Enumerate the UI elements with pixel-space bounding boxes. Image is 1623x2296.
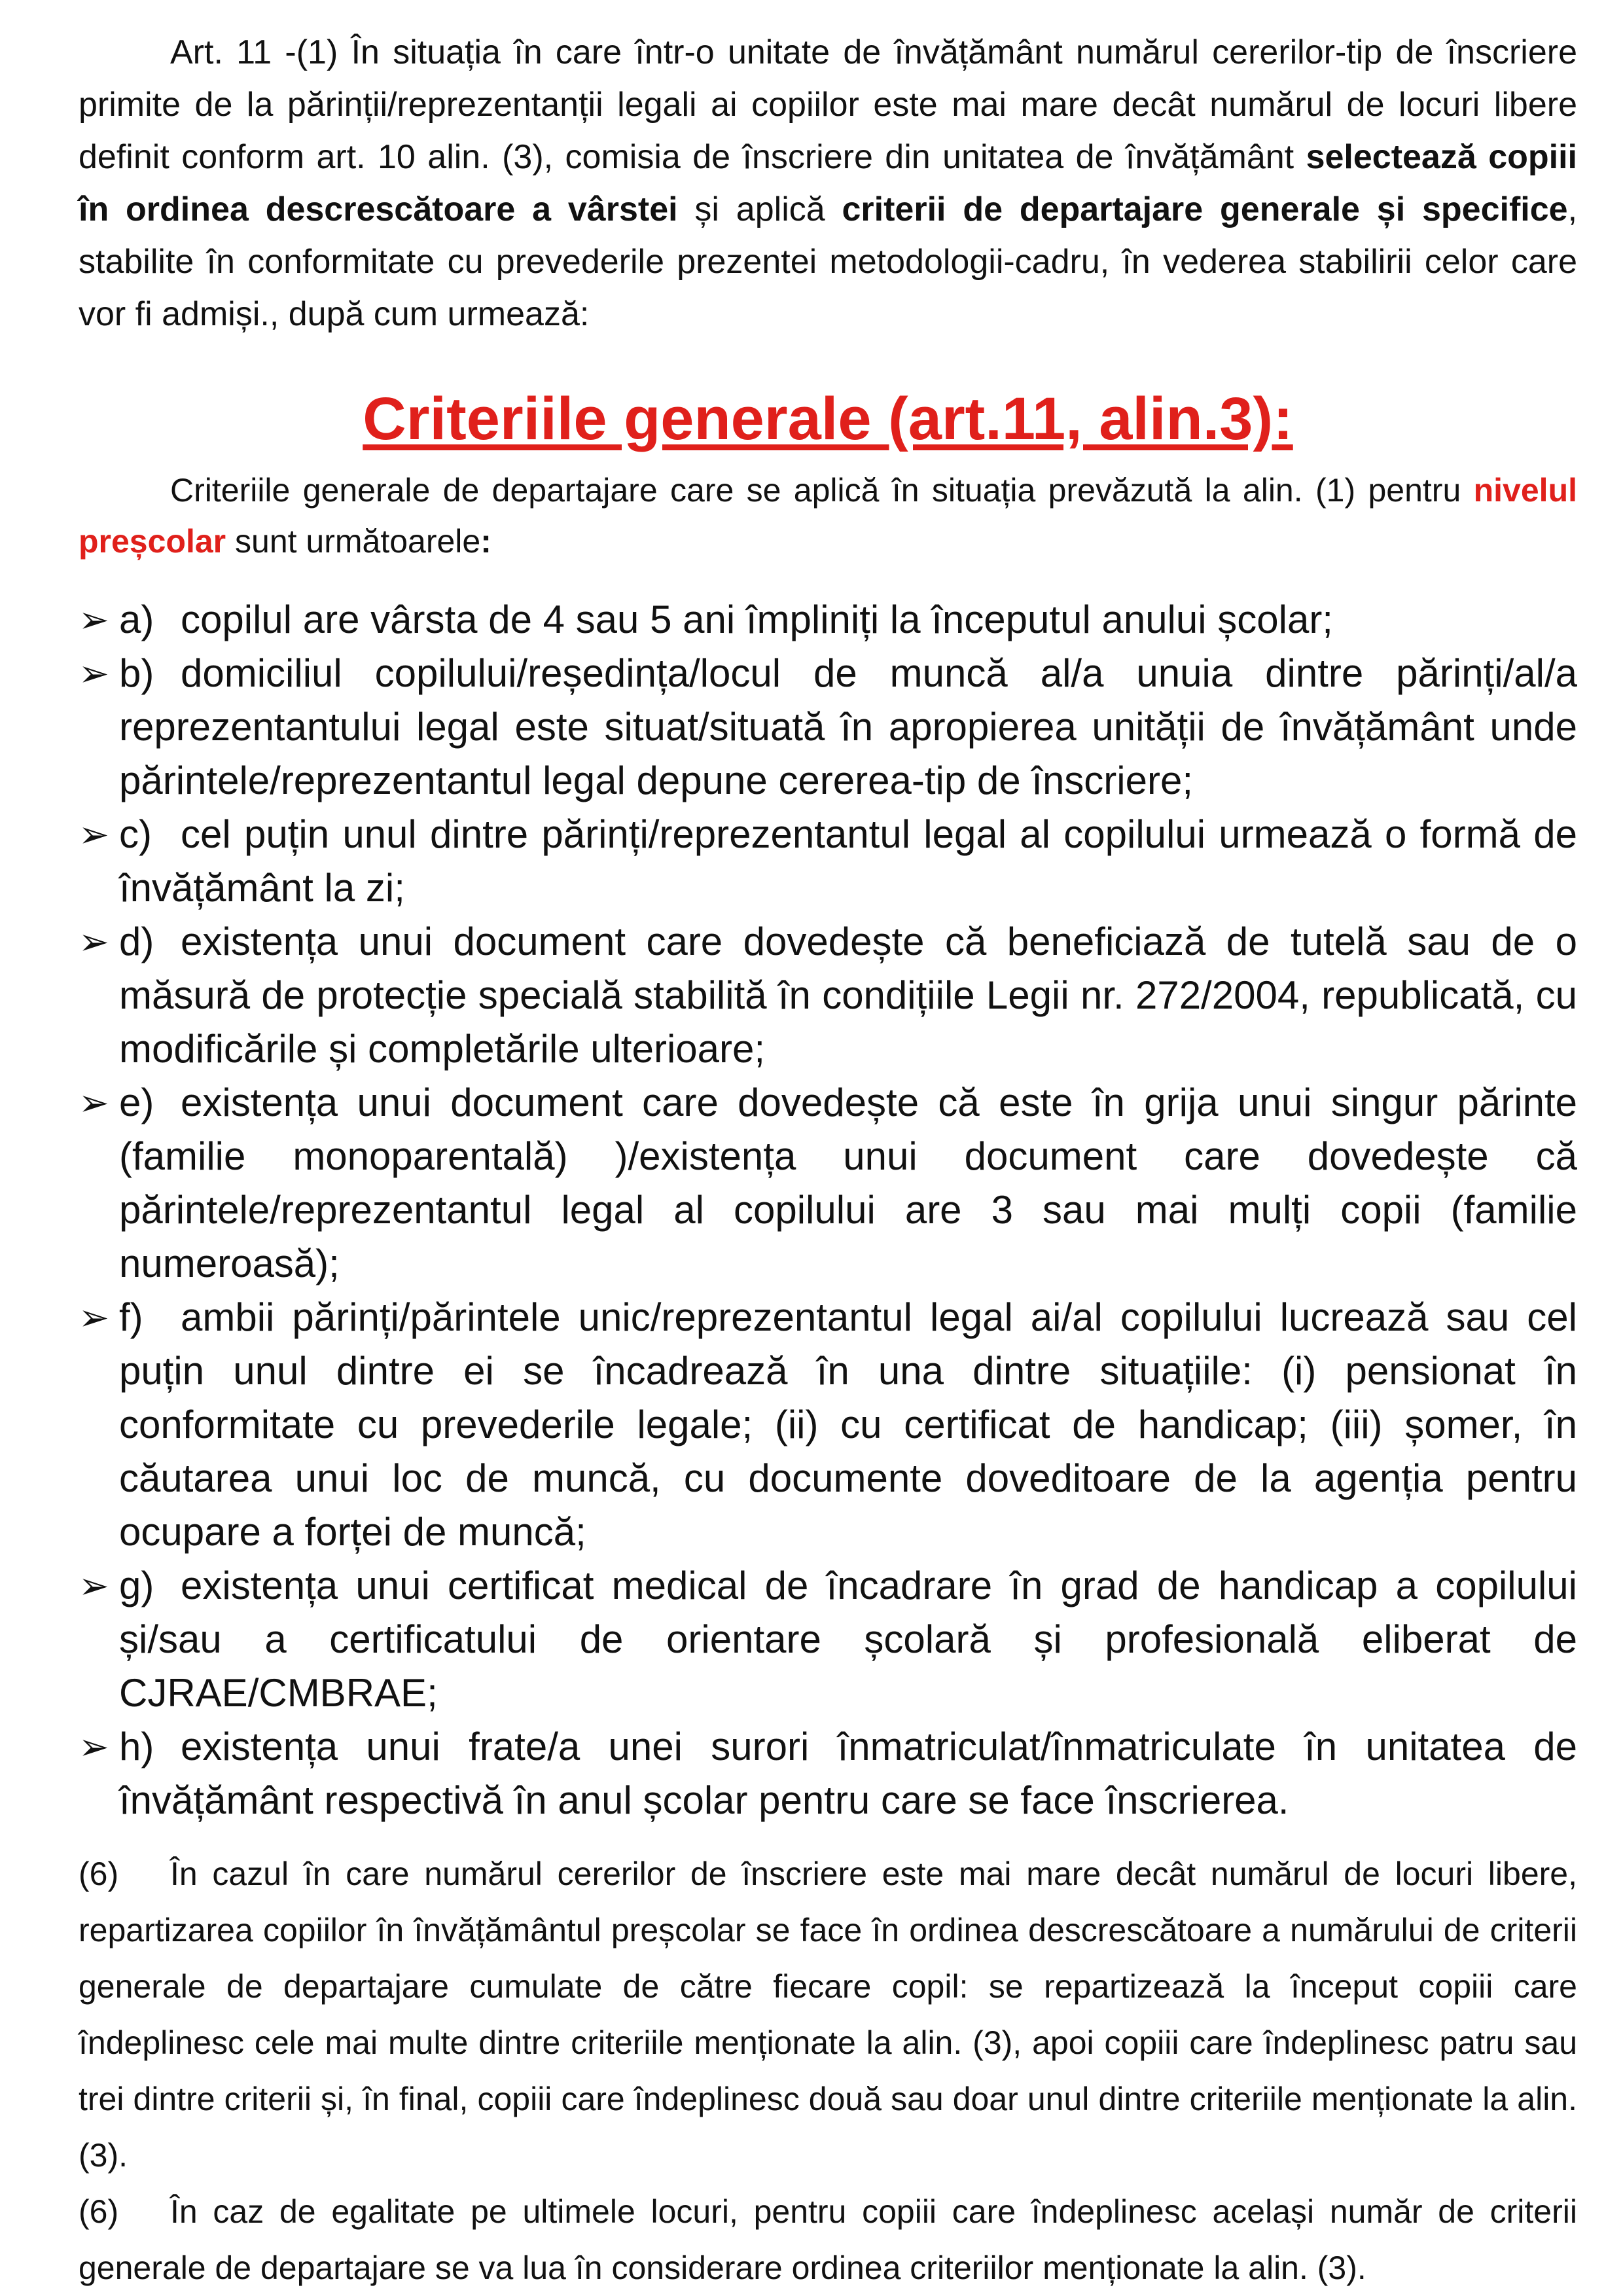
criteria-text: existența unui certificat medical de încadrare în grad de handicap a copilului și/sau a certificatului de orientare școlară și profesională eliberat de CJRAE/CMBRAE; bbox=[119, 1564, 1577, 1715]
lead-highlight: nivelul preșcolar bbox=[79, 472, 1577, 560]
arrow-bullet-icon: ➢ bbox=[79, 1726, 109, 1767]
criteria-text: ambii părinți/părintele unic/reprezentantul legal ai/al copilului lucrează sau cel puțin unul dintre ei se încadrează în una dintre situațiile: (i) pensionat în conformitate cu prevederile legale; (ii) cu certificat de handicap; (iii) șomer, în căutarea unui loc de muncă, cu documente doveditoare de la agenția pentru ocupare a forței de muncă; bbox=[119, 1295, 1577, 1554]
criteria-letter: e) bbox=[119, 1081, 154, 1124]
criteria-item bbox=[79, 1076, 1577, 1291]
article-intro bbox=[79, 26, 1577, 340]
arrow-bullet-icon: ➢ bbox=[79, 921, 109, 962]
criteria-item bbox=[79, 647, 1577, 808]
intro-bold-criteria: criterii de departajare generale și specifice bbox=[842, 190, 1568, 228]
paragraph-6-tie-break bbox=[79, 2183, 1577, 2296]
criteria-text: domiciliul copilului/reședința/locul de muncă al/a unuia dintre părinți/al/a reprezentantului legal este situat/situată în apropierea unității de învățământ unde părintele/reprezentantul legal depune cererea-tip de înscriere; bbox=[119, 651, 1577, 802]
criteria-text: cel puțin unul dintre părinți/reprezentantul legal al copilului urmează o formă de învățământ la zi; bbox=[119, 812, 1577, 910]
arrow-bullet-icon: ➢ bbox=[79, 1565, 109, 1606]
intro-mid: și aplică bbox=[677, 190, 842, 228]
criteria-item bbox=[79, 808, 1577, 915]
criteria-text: existența unui document care dovedește că beneficiază de tutelă sau de o măsură de protecție specială stabilită în condițiile Legii nr. 272/2004, republicată, cu modificările și completările ulterioare; bbox=[119, 920, 1577, 1071]
criteria-letter: g) bbox=[119, 1564, 154, 1607]
spacer bbox=[79, 1827, 1577, 1846]
document-page bbox=[79, 26, 1577, 2296]
paragraph-number: (6) bbox=[79, 1856, 119, 1892]
criteria-letter: c) bbox=[119, 812, 152, 856]
paragraph-6-distribution bbox=[79, 1846, 1577, 2183]
arrow-bullet-icon: ➢ bbox=[79, 653, 109, 694]
arrow-bullet-icon: ➢ bbox=[79, 1082, 109, 1123]
arrow-bullet-icon: ➢ bbox=[79, 814, 109, 855]
criteria-letter: b) bbox=[119, 651, 154, 695]
intro-text: Art. 11 -(1) În situația în care într-o unitate de învățământ numărul cererilor-tip de înscriere primite de la părinții/reprezentanții legali ai copiilor este mai mare decât numărul de locuri libere definit conform art. 10 alin. (3), comisia de înscriere din unitatea de învățământ bbox=[79, 33, 1577, 176]
lead-text: Criteriile generale de departajare care se aplică în situația prevăzută la alin. (1) pentru bbox=[170, 472, 1474, 509]
criteria-item bbox=[79, 1559, 1577, 1720]
intro-bold-age-order: selectează copiii în ordinea descrescătoare a vârstei bbox=[79, 138, 1577, 228]
lead-colon: : bbox=[480, 523, 491, 560]
paragraph-text: În cazul în care numărul cererilor de înscriere este mai mare decât numărul de locuri libere, repartizarea copiilor în învățământul preșcolar se face în ordinea descrescătoare a numărului de criterii generale de departajare cumulate de către fiecare copil: se repartizează la început copiii care îndeplinesc cele mai multe dintre criteriile menționate la alin. (3), apoi copiii care îndeplinesc patru sau trei dintre criterii și, în final, copiii care îndeplinesc două sau doar unul dintre criteriile menționate la alin. (3). bbox=[79, 1856, 1577, 2174]
criteria-text: existența unui document care dovedește că este în grija unui singur părinte (familie monoparentală) )/existența unui document care dovedește că părintele/reprezentantul legal al copilului are 3 sau mai mulți copii (familie numeroasă); bbox=[119, 1081, 1577, 1285]
lead-after: sunt următoarele bbox=[226, 523, 481, 560]
criteria-item bbox=[79, 915, 1577, 1076]
criteria-list bbox=[79, 593, 1577, 1827]
criteria-item bbox=[79, 1291, 1577, 1559]
criteria-lead bbox=[79, 465, 1577, 567]
criteria-item bbox=[79, 1720, 1577, 1827]
paragraph-number: (6) bbox=[79, 2193, 119, 2230]
criteria-text: copilul are vârsta de 4 sau 5 ani împliniți la începutul anului școlar; bbox=[181, 598, 1333, 641]
criteria-letter: h) bbox=[119, 1725, 154, 1768]
criteria-letter: a) bbox=[119, 598, 154, 641]
criteria-item bbox=[79, 593, 1577, 647]
intro-end: , stabilite în conformitate cu prevederile prezentei metodologii-cadru, în vederea stabilirii celor care vor fi admiși., după cum urmează: bbox=[79, 190, 1578, 333]
paragraph-text: În caz de egalitate pe ultimele locuri, pentru copiii care îndeplinesc același număr de criterii generale de departajare se va lua în considerare ordinea criteriilor menționate la alin. (3). bbox=[79, 2193, 1577, 2286]
criteria-letter: f) bbox=[119, 1295, 143, 1339]
arrow-bullet-icon: ➢ bbox=[79, 599, 109, 640]
section-heading: Criteriile generale (art.11, alin.3): bbox=[363, 386, 1293, 452]
arrow-bullet-icon: ➢ bbox=[79, 1297, 109, 1338]
criteria-letter: d) bbox=[119, 920, 154, 963]
criteria-text: existența unui frate/a unei surori înmatriculat/înmatriculate în unitatea de învățământ respectivă în anul școlar pentru care se face înscrierea. bbox=[119, 1725, 1577, 1822]
